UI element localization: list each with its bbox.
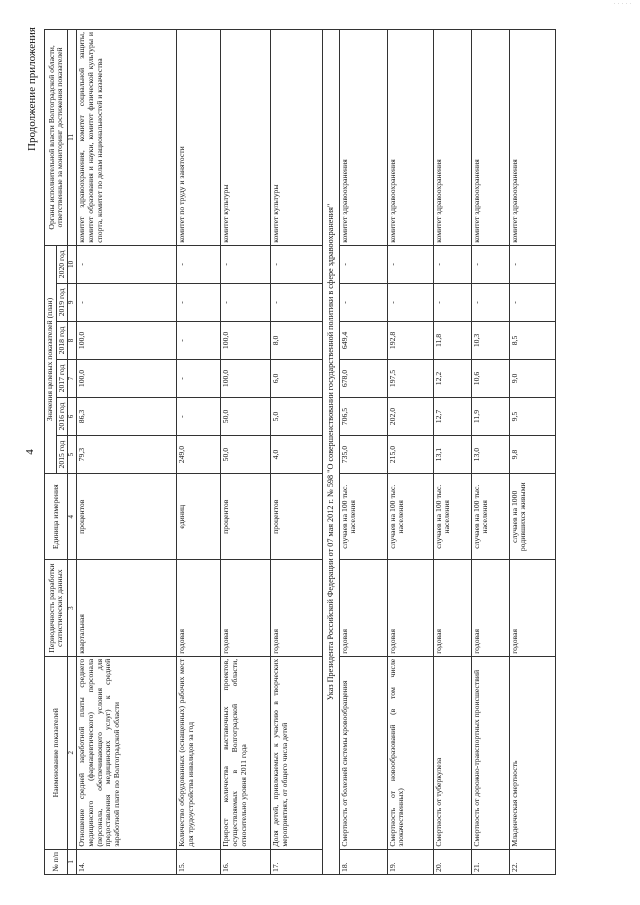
row-number: 16. [221, 849, 271, 874]
target-value: - [77, 283, 177, 321]
target-value: 9,5 [509, 398, 555, 436]
header-name: Наименование показателей [45, 656, 68, 849]
header-authority: Органы исполнительной власти Волгоградской области, ответственные за мониторинг достижения показателей [45, 30, 68, 246]
header-year: 2018 год [56, 321, 68, 359]
header-unit: Единица измерения [45, 474, 68, 560]
section-row [323, 30, 339, 875]
table-body [45, 30, 556, 875]
indicator-name: Доля детей, привлекаемых к участию в творческих мероприятиях, от общего числа детей [271, 656, 323, 849]
section-title: Указ Президента Российской Федерации от 07 мая 2012 г. № 598 "О совершенствовании государственной политики в сфере здравоохранения" [323, 30, 339, 875]
target-value: 100,0 [77, 359, 177, 397]
row-number: 21. [471, 849, 509, 874]
target-value: 13,0 [471, 436, 509, 474]
responsible-authority: комитет здравоохранения [433, 30, 471, 246]
periodicity: годовая [221, 560, 271, 656]
target-value: 706,5 [339, 398, 387, 436]
row-number: 22. [509, 849, 555, 874]
column-number: 2 [68, 656, 77, 849]
responsible-authority: комитет здравоохранения [339, 30, 387, 246]
table-row [177, 30, 221, 875]
table-row [77, 30, 177, 875]
target-value: - [509, 245, 555, 283]
unit: процентов [221, 474, 271, 560]
column-number: 6 [68, 398, 77, 436]
unit: случаев на 100 тыс. населения [433, 474, 471, 560]
table-row [509, 30, 555, 875]
responsible-authority: комитет здравоохранения [509, 30, 555, 246]
target-value: - [177, 245, 221, 283]
header-year: 2016 год [56, 398, 68, 436]
table-row [387, 30, 433, 875]
target-value: - [387, 283, 433, 321]
periodicity: годовая [271, 560, 323, 656]
header-periodicity: Периодичность разработки статистических данных [45, 560, 68, 656]
target-value: 202,0 [387, 398, 433, 436]
target-value: 9,8 [509, 436, 555, 474]
target-value: 79,3 [77, 436, 177, 474]
column-number: 11 [68, 30, 77, 246]
target-value: - [271, 283, 323, 321]
responsible-authority: комитет культуры [271, 30, 323, 246]
column-numbers-row [68, 30, 77, 875]
indicator-name: Смертность от новообразований (в том числе злокачественных) [387, 656, 433, 849]
indicator-name: Прирост количества выставочных проектов, осуществляемых в Волгоградской области, относительно уровня 2011 года [221, 656, 271, 849]
periodicity: годовая [339, 560, 387, 656]
target-value: - [433, 283, 471, 321]
target-value: 50,0 [221, 436, 271, 474]
column-number: 9 [68, 283, 77, 321]
target-value: 678,0 [339, 359, 387, 397]
header-values-group: Значения целевых показателей (план) [45, 245, 57, 473]
header-number: № п/п [45, 849, 68, 874]
responsible-authority: комитет здравоохранения, комитет социальной защиты, комитет образования и науки, комитет физической культуры и спорта, комитет по делам национальностей и казачества [77, 30, 177, 246]
column-number: 5 [68, 436, 77, 474]
indicator-name: Смертность от туберкулеза [433, 656, 471, 849]
target-value: - [339, 283, 387, 321]
target-value: 100,0 [77, 321, 177, 359]
row-number: 20. [433, 849, 471, 874]
row-number: 15. [177, 849, 221, 874]
target-value: - [387, 245, 433, 283]
rotated-page [22, 21, 618, 883]
target-value: 735,0 [339, 436, 387, 474]
continuation-label: Продолжение приложения [26, 27, 38, 151]
target-value: 192,8 [387, 321, 433, 359]
target-value: 10,6 [471, 359, 509, 397]
header-year: 2019 год [56, 283, 68, 321]
row-number: 18. [339, 849, 387, 874]
row-number: 14. [77, 849, 177, 874]
periodicity: годовая [433, 560, 471, 656]
target-value: 249,0 [177, 436, 221, 474]
target-value: 10,3 [471, 321, 509, 359]
periodicity: годовая [509, 560, 555, 656]
responsible-authority: комитет здравоохранения [387, 30, 433, 246]
target-value: - [177, 359, 221, 397]
row-number: 19. [387, 849, 433, 874]
unit: случаев на 1000 родившихся живыми [509, 474, 555, 560]
indicator-name: Младенческая смертность [509, 656, 555, 849]
target-value: - [471, 283, 509, 321]
target-value: 86,3 [77, 398, 177, 436]
unit: процентов [77, 474, 177, 560]
scan-artifact-text: · · · · · [613, 1, 632, 7]
unit: единиц [177, 474, 221, 560]
target-value: 4,0 [271, 436, 323, 474]
periodicity: годовая [471, 560, 509, 656]
target-value: - [509, 283, 555, 321]
header-year: 2015 год [56, 436, 68, 474]
target-value: - [177, 321, 221, 359]
target-value: 100,0 [221, 359, 271, 397]
indicator-name: Количество оборудованных (оснащенных) рабочих мест для трудоустройства инвалидов за год [177, 656, 221, 849]
column-number: 7 [68, 359, 77, 397]
indicator-name: Смертность от болезней системы кровообращения [339, 656, 387, 849]
target-value: 11,9 [471, 398, 509, 436]
target-value: - [339, 245, 387, 283]
target-value: 8,0 [271, 321, 323, 359]
target-value: 13,1 [433, 436, 471, 474]
responsible-authority: комитет по труду и занятости [177, 30, 221, 246]
table-row [471, 30, 509, 875]
column-number: 1 [68, 849, 77, 874]
unit: процентов [271, 474, 323, 560]
target-value: 12,7 [433, 398, 471, 436]
unit: случаев на 100 тыс. населения [339, 474, 387, 560]
column-number: 8 [68, 321, 77, 359]
target-value: 649,4 [339, 321, 387, 359]
responsible-authority: комитет здравоохранения [471, 30, 509, 246]
table-row [339, 30, 387, 875]
target-value: - [433, 245, 471, 283]
target-value: 8,5 [509, 321, 555, 359]
target-value: - [77, 245, 177, 283]
target-value: - [471, 245, 509, 283]
column-number: 3 [68, 560, 77, 656]
target-value: - [221, 245, 271, 283]
target-value: - [271, 245, 323, 283]
target-value: 9,0 [509, 359, 555, 397]
periodicity: квартальная [77, 560, 177, 656]
periodicity: годовая [177, 560, 221, 656]
table-row [221, 30, 271, 875]
unit: случаев на 100 тыс. населения [387, 474, 433, 560]
table-row [433, 30, 471, 875]
target-value: 12,2 [433, 359, 471, 397]
column-number: 4 [68, 474, 77, 560]
target-value: - [177, 398, 221, 436]
target-value: - [177, 283, 221, 321]
target-value: 6,0 [271, 359, 323, 397]
page-number: 4 [24, 449, 36, 455]
target-value: 100,0 [221, 321, 271, 359]
header-year: 2017 год [56, 359, 68, 397]
target-value: 215,0 [387, 436, 433, 474]
header-year: 2020 год [56, 245, 68, 283]
column-number: 10 [68, 245, 77, 283]
target-value: 11,8 [433, 321, 471, 359]
row-number: 17. [271, 849, 323, 874]
table-row [271, 30, 323, 875]
indicator-name: Отношение средней заработной платы среднего медицинского (фармацевтического) персонала (персонала, обеспечивающего условия для предоставления медицинских услуг) к средней заработной плате по Волгоградской области [77, 656, 177, 849]
unit: случаев на 100 тыс. населения [471, 474, 509, 560]
target-value: 5,0 [271, 398, 323, 436]
target-value: 197,5 [387, 359, 433, 397]
periodicity: годовая [387, 560, 433, 656]
target-value: - [221, 283, 271, 321]
indicators-table [44, 29, 556, 875]
header-row [45, 30, 57, 875]
indicator-name: Смертность от дорожно-транспортных происшествий [471, 656, 509, 849]
target-value: 50,0 [221, 398, 271, 436]
scan-header-strip [0, 0, 640, 10]
responsible-authority: комитет культуры [221, 30, 271, 246]
